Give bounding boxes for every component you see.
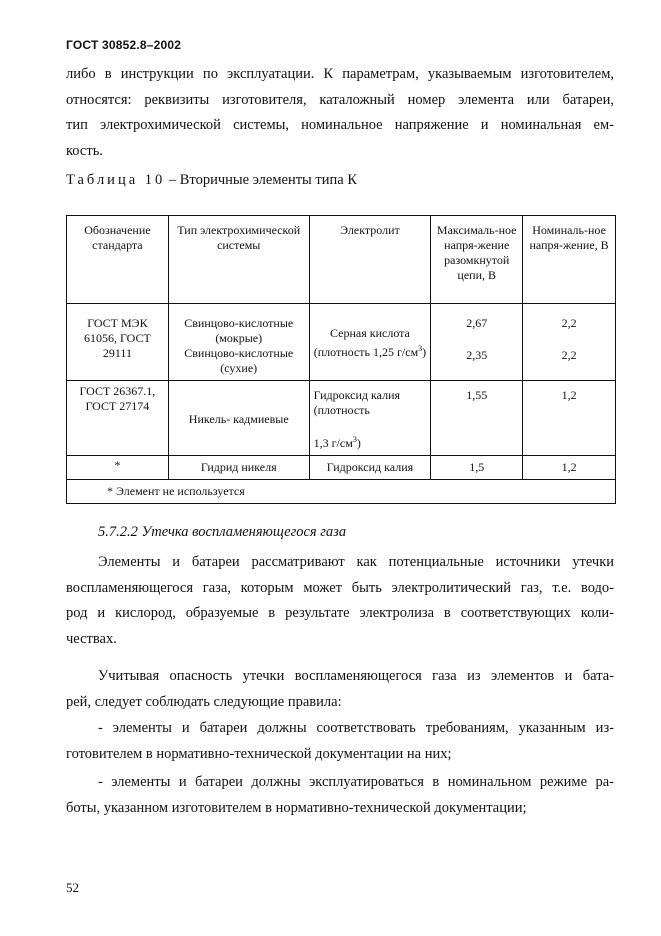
intro-paragraph	[66, 62, 614, 164]
table-caption-text: – Вторичные элементы типа К	[165, 172, 357, 188]
cell-electrolyte: Серная кислота (плотность 1,25 $г/см^3$)	[309, 304, 431, 381]
table-header-row	[67, 216, 616, 304]
cell-nominal-voltage: 1,2	[523, 381, 616, 456]
text-line: - элементы и батареи должны соответствовать требованиям, указанным из-	[98, 720, 614, 736]
page-number: 52	[66, 880, 79, 895]
paragraph-1	[66, 550, 614, 652]
cell-max-voltage	[431, 304, 523, 381]
text-line: либо в инструкции по эксплуатации. К параметрам, указываемым изготовителем,	[66, 66, 614, 82]
cell-max-voltage: 1,5	[431, 456, 523, 480]
table-row	[67, 381, 616, 456]
document-header: ГОСТ 30852.8–2002	[66, 38, 182, 52]
table-caption-number: Таблица 10	[66, 172, 166, 188]
text-line: рей, следует соблюдать следующие правила:	[66, 693, 342, 710]
header-cell: Электролит	[309, 216, 431, 304]
cell-type: Никель- кадмиевые	[168, 381, 309, 456]
text-line: готовителем в нормативно-технической документации на них;	[66, 745, 452, 762]
paragraph-4	[66, 770, 614, 821]
value: 2,2	[561, 348, 577, 362]
cell-standard: *	[67, 456, 169, 480]
cell-type: Гидрид никеля	[168, 456, 309, 480]
value: 2,67	[466, 316, 488, 330]
text-line: Учитывая опасность утечки воспламеняющегося газа из элементов и бата-	[98, 668, 614, 684]
table-footnote: * Элемент не используется	[67, 480, 616, 504]
paragraph-2	[66, 664, 614, 715]
table-footnote-row	[67, 480, 616, 504]
cell-standard: ГОСТ 26367.1, ГОСТ 27174	[67, 381, 169, 456]
type-dry: Свинцово-кислотные (сухие)	[184, 346, 294, 375]
superscript: 3	[418, 344, 423, 353]
cell-standard: ГОСТ МЭК 61056, ГОСТ 29111	[67, 304, 169, 381]
paragraph-3	[66, 716, 614, 767]
type-wet: Свинцово-кислотные (мокрые)	[184, 316, 294, 345]
electrolyte-text: 1,3 $г/см^3$)	[313, 435, 361, 450]
text-line: кость.	[66, 142, 103, 159]
header-cell: Номиналь-ное напря-жение, В	[523, 216, 616, 304]
header-cell: Тип электрохимической системы	[168, 216, 309, 304]
text-line: род и кислород, образуемые в результате электролиза в соответствующих коли-	[66, 605, 614, 621]
value: 2,2	[561, 316, 577, 330]
text-line: - элементы и батареи должны эксплуатироваться в номинальном режиме ра-	[98, 774, 614, 790]
table-row	[67, 304, 616, 381]
header-cell: Обозначение стандарта	[67, 216, 169, 304]
text-line: воспламеняющегося газа, которым может быть электролитический газ, т.е. водо-	[66, 579, 614, 596]
header-cell: Максималь-ное напря-жение разомкнутой цепи, В	[431, 216, 523, 304]
cell-electrolyte: Гидроксид калия	[309, 456, 431, 480]
table-caption	[66, 172, 357, 189]
text-line: чествах.	[66, 630, 117, 647]
cell-nominal-voltage	[523, 304, 616, 381]
table-10	[66, 215, 616, 504]
cell-electrolyte	[309, 381, 431, 456]
electrolyte-text: Серная кислота (плотность 1,25 г/см	[313, 326, 419, 359]
value: 2,35	[466, 348, 488, 362]
text-line: Элементы и батареи рассматривают как потенциальные источники утечки	[98, 554, 614, 570]
cell-type	[168, 304, 309, 381]
text-line: боты, указанном изготовителем в нормативно-технической документации;	[66, 799, 527, 816]
text-line: тип электрохимической системы, номинальное напряжение и номинальная ем-	[66, 117, 614, 133]
cell-max-voltage: 1,55	[431, 381, 523, 456]
cell-nominal-voltage: 1,2	[523, 456, 616, 480]
section-subheading: 5.7.2.2 Утечка воспламеняющегося газа	[98, 524, 347, 540]
table-row	[67, 456, 616, 480]
text-line: относятся: реквизиты изготовителя, каталожный номер элемента или батареи,	[66, 91, 614, 108]
electrolyte-text: Гидроксид калия (плотность	[313, 388, 401, 417]
